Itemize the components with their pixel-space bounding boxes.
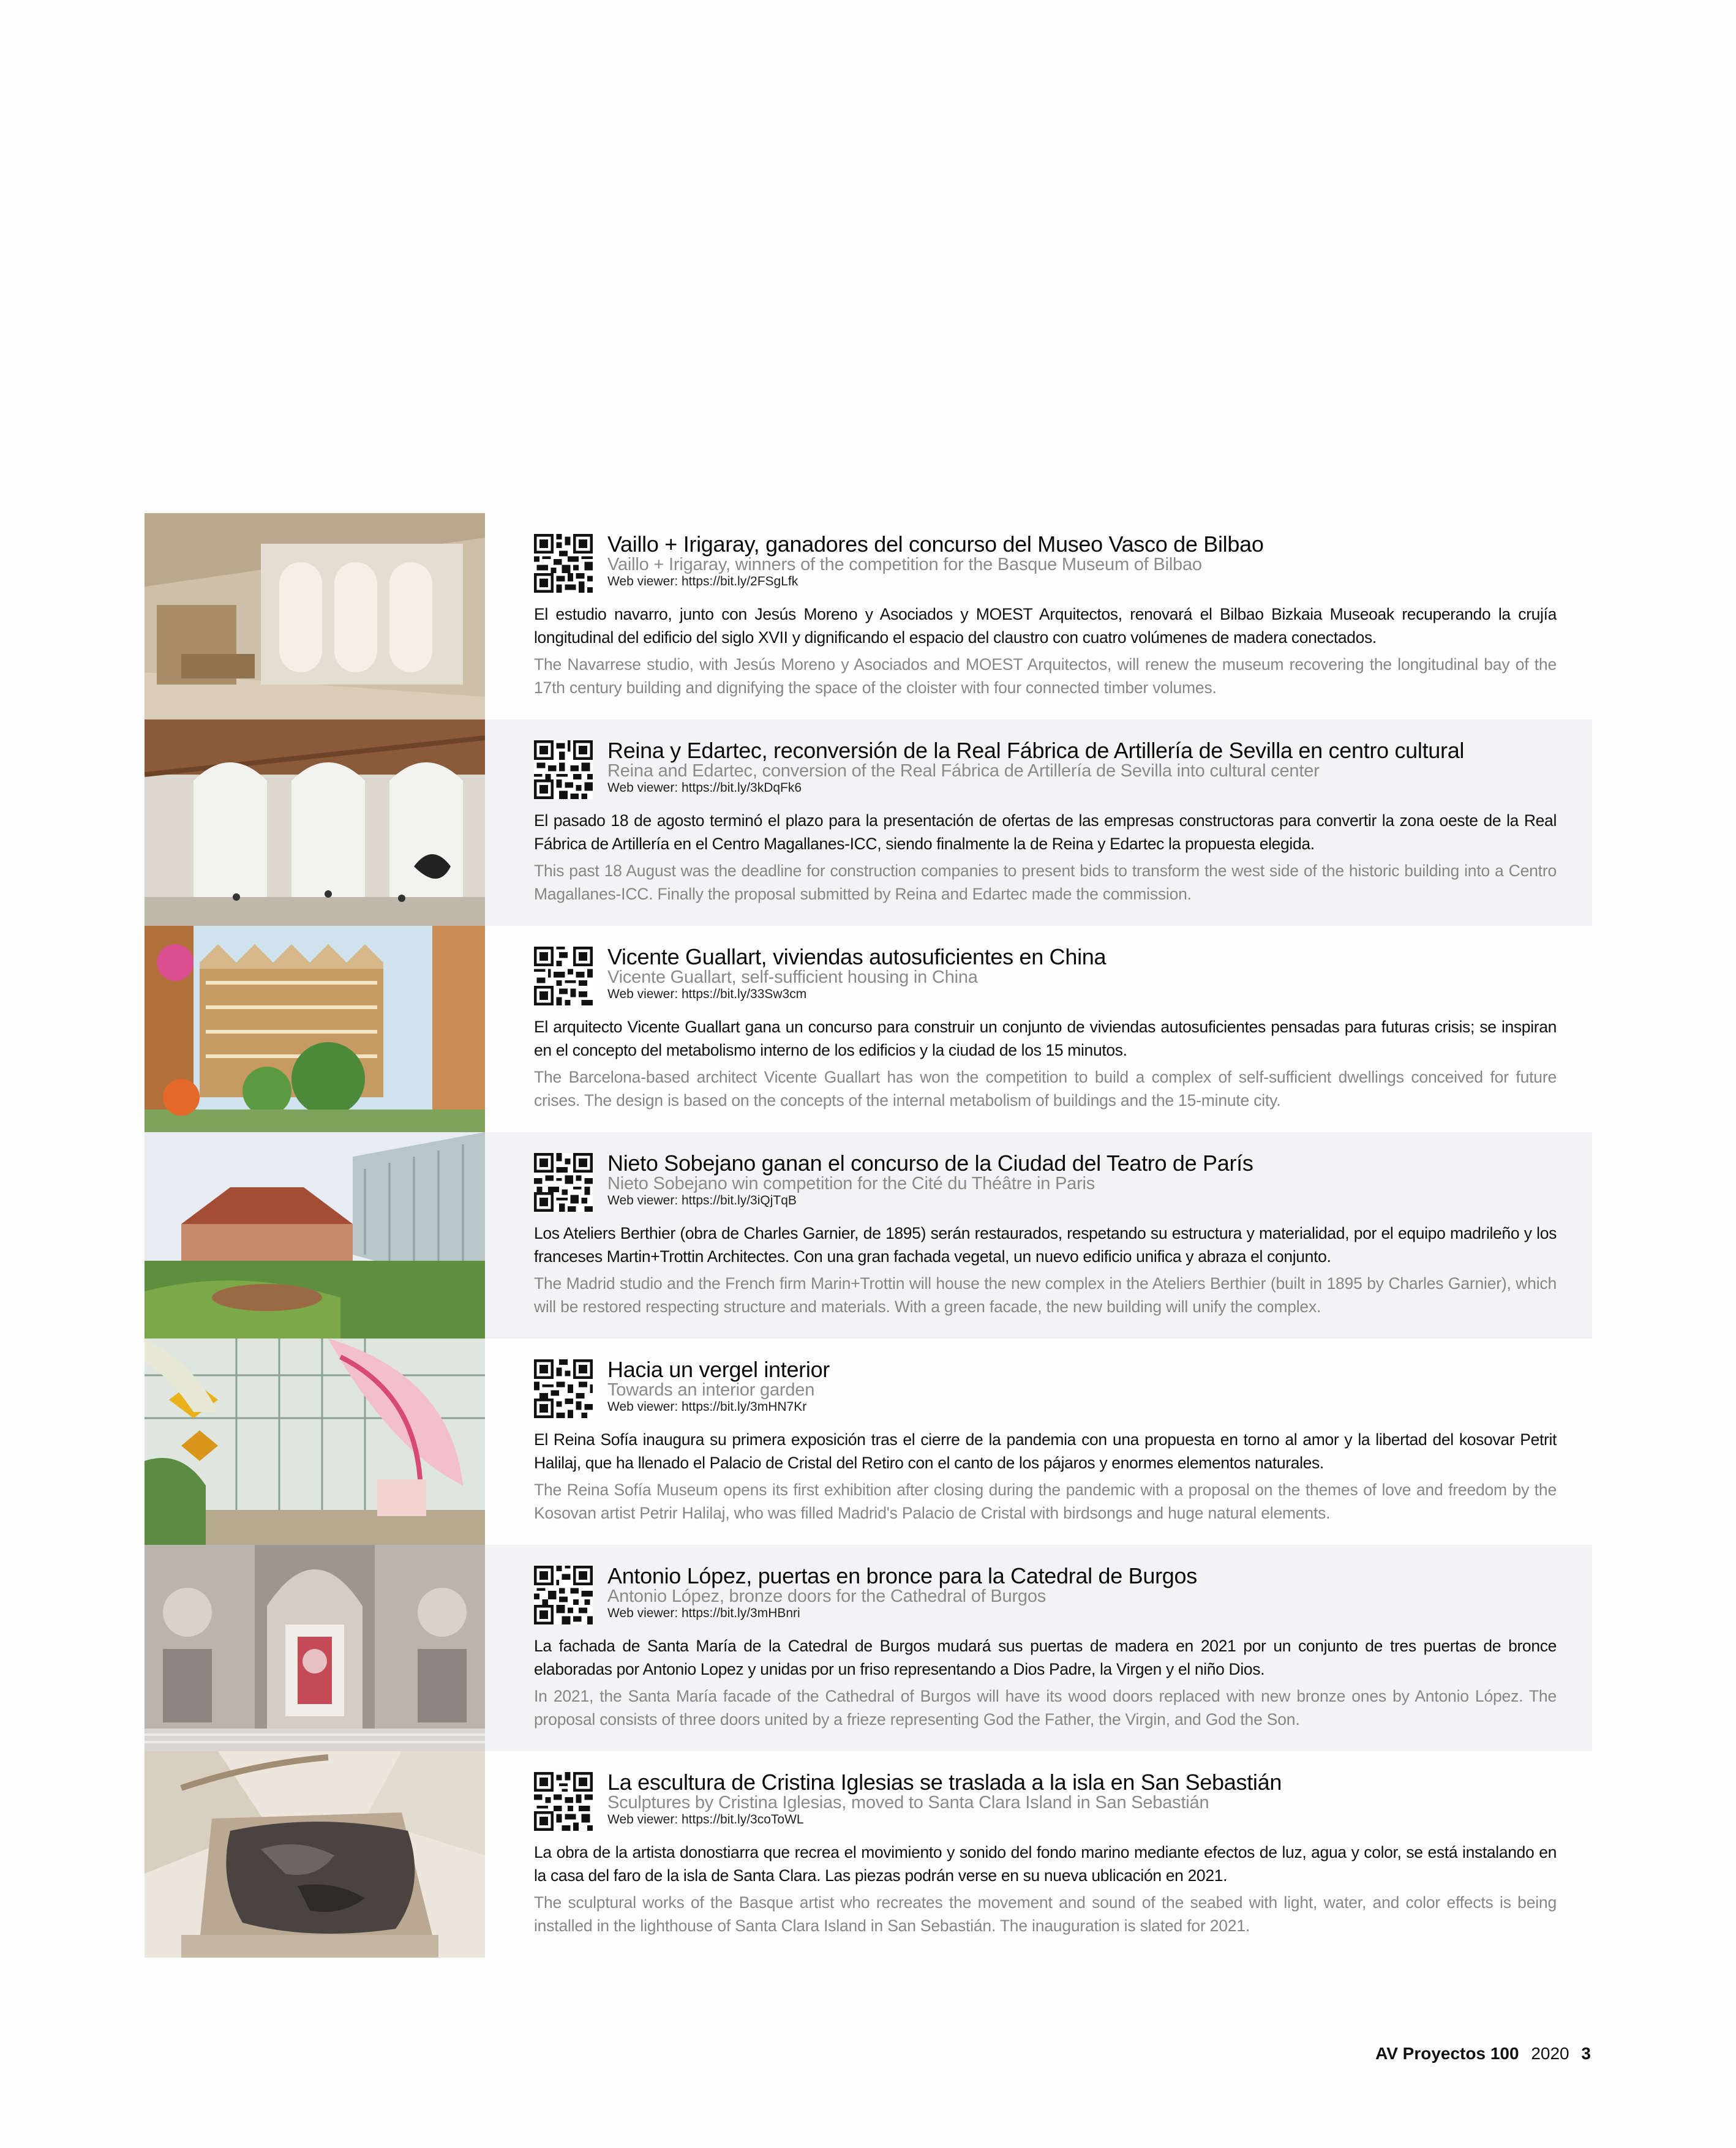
news-thumbnail[interactable] bbox=[145, 719, 485, 926]
page-footer bbox=[1375, 2044, 1591, 2064]
news-title-en: Vaillo + Irigaray, winners of the competition for the Basque Museum of Bilbao bbox=[607, 555, 1202, 574]
news-titles bbox=[607, 1358, 1557, 1415]
news-body-es: El arquitecto Vicente Guallart gana un concurso para construir un conjunto de viviendas autosuficientes pensadas para futuras crisis; se inspiran en el concepto del metabolismo interno de los edificios y la ciudad de los 15 minutos. bbox=[534, 1018, 1557, 1059]
news-title-es: Reina y Edartec, reconversión de la Real Fábrica de Artillería de Sevilla en centro cultural bbox=[607, 738, 1465, 763]
news-titles bbox=[607, 1771, 1557, 1828]
news-titles bbox=[607, 1564, 1557, 1621]
news-title-en: Nieto Sobejano win competition for the Cité du Théâtre in Paris bbox=[607, 1174, 1095, 1193]
web-viewer-link[interactable]: Web viewer: https://bit.ly/3mHN7Kr bbox=[607, 1400, 807, 1414]
news-titles bbox=[607, 533, 1557, 590]
news-title-es: La escultura de Cristina Iglesias se traslada a la isla en San Sebastián bbox=[607, 1770, 1282, 1795]
news-body-en: The Navarrese studio, with Jesús Moreno y Asociados and MOEST Arquitectos, will renew the museum recovering the longitudinal bay of the 17th century building and dignifying the space of the cloister with four connected timber volumes. bbox=[534, 655, 1557, 697]
news-item bbox=[145, 1545, 1592, 1751]
qr-code-icon[interactable] bbox=[534, 947, 593, 1005]
web-viewer-link[interactable]: Web viewer: https://bit.ly/3kDqFk6 bbox=[607, 781, 802, 795]
news-list bbox=[145, 513, 1592, 1958]
news-content bbox=[485, 1132, 1592, 1339]
news-content bbox=[485, 513, 1592, 719]
news-item bbox=[145, 513, 1592, 719]
news-body-en: The Barcelona-based architect Vicente Guallart has won the competition to build a complex of self-sufficient dwellings conceived for future crises. The design is based on the concepts of the internal metabolism of buildings and the 15-minute city. bbox=[534, 1068, 1557, 1110]
qr-code-icon[interactable] bbox=[534, 1772, 593, 1831]
news-body-en: The Madrid studio and the French firm Marin+Trottin will house the new complex in the Ateliers Berthier (built in 1895 by Charles Garnier), which will be restored respecting structure and materials. With a green facade, the new building will unify the complex. bbox=[534, 1274, 1557, 1316]
news-title-en: Vicente Guallart, self-sufficient housing in China bbox=[607, 967, 978, 987]
web-viewer-link[interactable]: Web viewer: https://bit.ly/2FSgLfk bbox=[607, 574, 798, 588]
news-title-en: Reina and Edartec, conversion of the Real Fábrica de Artillería de Sevilla into cultural center bbox=[607, 761, 1320, 781]
news-body-es: La obra de la artista donostiarra que recrea el movimiento y sonido del fondo marino mediante efectos de luz, agua y color, se está instalando en la casa del faro de la isla de Santa Clara. Las piezas podrán verse en su nueva ublicación en 2021. bbox=[534, 1843, 1557, 1885]
news-content bbox=[485, 1751, 1592, 1958]
web-viewer-link[interactable]: Web viewer: https://bit.ly/3mHBnri bbox=[607, 1606, 800, 1620]
news-content bbox=[485, 719, 1592, 926]
news-titles bbox=[607, 739, 1557, 796]
news-body-en: This past 18 August was the deadline for construction companies to present bids to transform the west side of the historic building into a Centro Magallanes-ICC. Finally the proposal submitted by Reina and Edartec made the commission. bbox=[534, 862, 1557, 903]
news-item bbox=[145, 1132, 1592, 1339]
qr-code-icon[interactable] bbox=[534, 1153, 593, 1212]
news-body-en: In 2021, the Santa María facade of the Cathedral of Burgos will have its wood doors replaced with new bronze ones by Antonio López. The proposal consists of three doors united by a frieze representing God the Father, the Virgin, and God the Son. bbox=[534, 1687, 1557, 1729]
news-title-en: Sculptures by Cristina Iglesias, moved to Santa Clara Island in San Sebastián bbox=[607, 1793, 1209, 1812]
news-body-es: El pasado 18 de agosto terminó el plazo para la presentación de ofertas de las empresas constructoras para convertir la zona oeste de la Real Fábrica de Artillería en el Centro Magallanes-ICC, siendo finalmente la de Reina y Edartec la propuesta elegida. bbox=[534, 811, 1557, 853]
news-body-en: The sculptural works of the Basque artist who recreates the movement and sound of the seabed with light, water, and color effects is being installed in the lighthouse of Santa Clara Island in San Sebastián. The inauguration is slated for 2021. bbox=[534, 1893, 1557, 1935]
web-viewer-link[interactable]: Web viewer: https://bit.ly/33Sw3cm bbox=[607, 987, 807, 1001]
news-titles bbox=[607, 945, 1557, 1002]
news-title-es: Antonio López, puertas en bronce para la Catedral de Burgos bbox=[607, 1563, 1197, 1588]
qr-code-icon[interactable] bbox=[534, 534, 593, 593]
issue-year: 2020 bbox=[1531, 2044, 1569, 2063]
news-thumbnail[interactable] bbox=[145, 1751, 485, 1958]
qr-code-icon[interactable] bbox=[534, 1566, 593, 1624]
qr-code-icon[interactable] bbox=[534, 1359, 593, 1418]
news-title-es: Hacia un vergel interior bbox=[607, 1357, 830, 1382]
web-viewer-link[interactable]: Web viewer: https://bit.ly/3coToWL bbox=[607, 1812, 804, 1827]
news-thumbnail[interactable] bbox=[145, 513, 485, 719]
news-title-es: Nieto Sobejano ganan el concurso de la Ciudad del Teatro de París bbox=[607, 1151, 1253, 1176]
news-item bbox=[145, 1339, 1592, 1545]
magazine-name: AV Proyectos 100 bbox=[1375, 2044, 1519, 2063]
news-title-es: Vaillo + Irigaray, ganadores del concurso del Museo Vasco de Bilbao bbox=[607, 531, 1264, 557]
news-item bbox=[145, 926, 1592, 1132]
news-body-en: The Reina Sofía Museum opens its first exhibition after closing during the pandemic with a proposal on the themes of love and freedom by the Kosovan artist Petrir Halilaj, who was filled Madrid's Palacio de Cristal with birdsongs and huge natural elements. bbox=[534, 1481, 1557, 1522]
news-item bbox=[145, 1751, 1592, 1958]
web-viewer-link[interactable]: Web viewer: https://bit.ly/3iQjTqB bbox=[607, 1193, 797, 1207]
news-content bbox=[485, 1545, 1592, 1751]
news-title-en: Towards an interior garden bbox=[607, 1380, 815, 1400]
news-thumbnail[interactable] bbox=[145, 1339, 485, 1545]
news-title-en: Antonio López, bronze doors for the Cathedral of Burgos bbox=[607, 1587, 1046, 1606]
qr-code-icon[interactable] bbox=[534, 740, 593, 799]
news-title-es: Vicente Guallart, viviendas autosuficientes en China bbox=[607, 944, 1107, 969]
news-thumbnail[interactable] bbox=[145, 1132, 485, 1339]
news-content bbox=[485, 1339, 1592, 1545]
page-number: 3 bbox=[1581, 2044, 1591, 2063]
news-titles bbox=[607, 1152, 1557, 1209]
news-item bbox=[145, 719, 1592, 926]
news-body-es: La fachada de Santa María de la Catedral de Burgos mudará sus puertas de madera en 2021 por un conjunto de tres puertas de bronce elaboradas por Antonio Lopez y unidas por un friso representando a Dios Padre, la Virgen y el niño Dios. bbox=[534, 1637, 1557, 1678]
news-content bbox=[485, 926, 1592, 1132]
news-body-es: El Reina Sofía inaugura su primera exposición tras el cierre de la pandemia con una propuesta en torno al amor y la libertad del kosovar Petrit Halilaj, que ha llenado el Palacio de Cristal del Retiro con el canto de los pájaros y enormes elementos naturales. bbox=[534, 1430, 1557, 1472]
news-body-es: Los Ateliers Berthier (obra de Charles Garnier, de 1895) serán restaurados, respetando su estructura y materialidad, por el equipo madrileño y los franceses Martin+Trottin Architectes. Con una gran fachada vegetal, un nuevo edificio unifica y abraza el conjunto. bbox=[534, 1224, 1557, 1266]
news-thumbnail[interactable] bbox=[145, 1545, 485, 1751]
news-body-es: El estudio navarro, junto con Jesús Moreno y Asociados y MOEST Arquitectos, renovará el Bilbao Bizkaia Museoak recuperando la crujía longitudinal del edificio del siglo XVII y dignificando el espacio del claustro con cuatro volúmenes de madera conectados. bbox=[534, 605, 1557, 647]
news-thumbnail[interactable] bbox=[145, 926, 485, 1132]
